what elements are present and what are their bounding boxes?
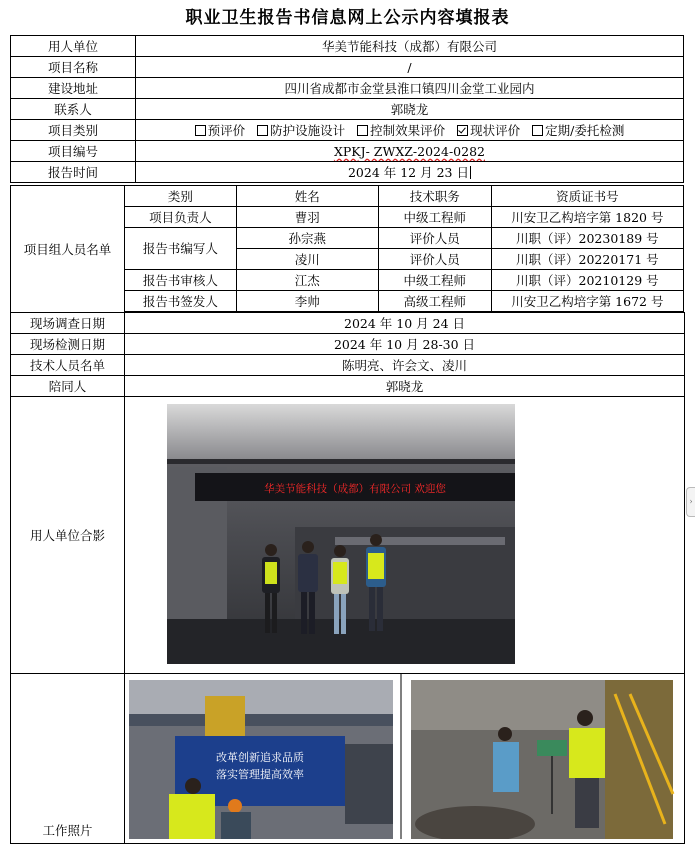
label-team-block: 项目组人员名单 [11,186,125,313]
team-role: 报告书编写人 [125,228,237,270]
team-cert[interactable]: 川职（评）20220171 号 [491,249,683,270]
category-option-label: 定期/委托检测 [545,122,625,138]
team-cert[interactable]: 川职（评）20230189 号 [491,228,683,249]
team-col-title: 技术职务 [378,186,491,207]
label-report-time: 报告时间 [11,162,136,183]
label-contact: 联系人 [11,99,136,120]
label-work-photos: 工作照片 [11,674,125,844]
value-contact[interactable]: 郭晓龙 [135,99,683,120]
team-title[interactable]: 中级工程师 [378,270,491,291]
work-photos-cell [125,674,685,844]
led-banner-text: 华美节能科技（成都）有限公司 欢迎您 [264,483,446,495]
category-option-label: 预评价 [207,122,246,138]
team-name[interactable]: 孙宗燕 [236,228,378,249]
value-report-time[interactable] [135,162,683,183]
checkbox-icon[interactable] [257,125,268,136]
label-project-no: 项目编号 [11,141,136,162]
category-option-design[interactable] [257,123,345,138]
value-escort[interactable]: 郭晓龙 [125,376,685,397]
table-row [125,270,684,291]
work-photo-right[interactable] [411,680,673,839]
value-employer[interactable]: 华美节能科技（成都）有限公司 [135,36,683,57]
team-cert[interactable]: 川职（评）20210129 号 [491,270,683,291]
team-cert[interactable]: 川安卫乙构培字第 1820 号 [491,207,683,228]
team-name[interactable]: 江杰 [236,270,378,291]
value-test-date[interactable]: 2024 年 10 月 28-30 日 [125,334,685,355]
category-option-status[interactable] [457,123,520,138]
report-time-text: 2024 年 12 月 23 日 [347,164,469,180]
slogan-line-1: 改革创新追求品质 [216,751,304,764]
team-title[interactable]: 中级工程师 [378,207,491,228]
table-row [125,228,684,249]
team-col-cert: 资质证书号 [491,186,683,207]
row-project-name [11,57,684,78]
group-photo[interactable] [125,397,685,669]
checkbox-checked-icon[interactable] [457,125,468,136]
collapse-panel-handle[interactable]: › [686,487,695,517]
team-title[interactable]: 评价人员 [378,228,491,249]
row-work-photos [11,674,685,844]
table-row [125,291,684,312]
team-name[interactable]: 曹羽 [236,207,378,228]
team-role: 报告书审核人 [125,270,237,291]
team-name[interactable]: 李帅 [236,291,378,312]
row-report-time [11,162,684,183]
team-role: 项目负责人 [125,207,237,228]
row-category [11,120,684,141]
checkbox-icon[interactable] [532,125,543,136]
checkbox-icon[interactable] [195,125,206,136]
label-survey-date: 现场调查日期 [11,313,125,334]
text-cursor [470,166,471,179]
label-escort: 陪同人 [11,376,125,397]
ceiling [167,404,515,459]
label-technicians: 技术人员名单 [11,355,125,376]
checkbox-icon[interactable] [357,125,368,136]
value-technicians[interactable]: 陈明亮、许会文、凌川 [125,355,685,376]
category-option-pre[interactable] [195,123,246,138]
row-technicians [11,355,685,376]
team-title[interactable]: 评价人员 [378,249,491,270]
label-category: 项目类别 [11,120,136,141]
team-cert[interactable]: 川安卫乙构培字第 1672 号 [491,291,683,312]
label-employer: 用人单位 [11,36,136,57]
row-group-photo [11,397,685,674]
row-test-date [11,334,685,355]
row-employer [11,36,684,57]
row-survey-date [11,313,685,334]
category-option-control[interactable] [357,123,445,138]
page-title: 职业卫生报告书信息网上公示内容填报表 [185,8,510,28]
team-header-row [125,186,684,207]
category-option-label: 控制效果评价 [370,122,446,138]
category-options [135,120,683,141]
team-title[interactable]: 高级工程师 [378,291,491,312]
team-name[interactable]: 凌川 [236,249,378,270]
label-project-name: 项目名称 [11,57,136,78]
team-col-name: 姓名 [236,186,378,207]
value-survey-date[interactable]: 2024 年 10 月 24 日 [125,313,685,334]
row-address [11,78,684,99]
project-no-text: XPKJ- ZWXZ-2024-0282 [333,143,485,159]
value-project-no[interactable] [135,141,683,162]
disclosure-form-table-lower [10,312,685,844]
team-role: 报告书签发人 [125,291,237,312]
team-table [124,185,684,312]
category-option-label: 防护设施设计 [270,122,346,138]
team-col-role: 类别 [125,186,237,207]
label-group-photo: 用人单位合影 [11,397,125,674]
slogan-line-2: 落实管理提高效率 [216,768,304,781]
category-option-label: 现状评价 [470,122,521,138]
group-photo-cell [125,397,685,674]
label-address: 建设地址 [11,78,136,99]
disclosure-form-table [10,35,684,183]
row-project-no [11,141,684,162]
category-option-periodic[interactable] [532,123,624,138]
work-photo-left[interactable] [129,680,393,839]
label-test-date: 现场检测日期 [11,334,125,355]
work-photos [125,674,685,839]
row-escort [11,376,685,397]
value-project-name[interactable]: / [135,57,683,78]
row-contact [11,99,684,120]
table-row [125,207,684,228]
team-label-table [10,185,125,313]
value-address[interactable]: 四川省成都市金堂县淮口镇四川金堂工业园内 [135,78,683,99]
